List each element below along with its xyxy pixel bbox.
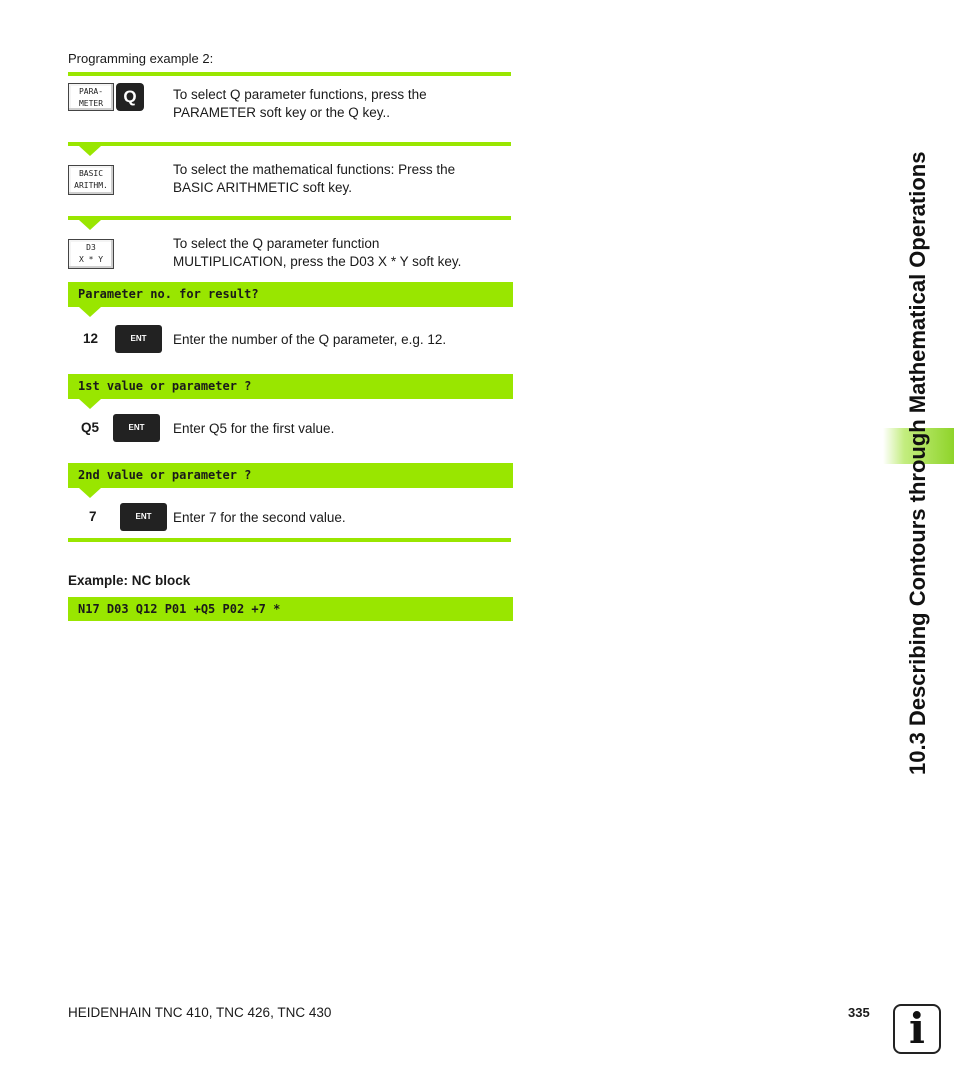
nc-block-code: N17 D03 Q12 P01 +Q5 P02 +7 * (68, 597, 513, 621)
input-value: Q5 (81, 420, 100, 435)
softkey-line: ARITHM. (74, 181, 108, 190)
ent-key[interactable]: ENT (115, 325, 162, 353)
description-line: To select the Q parameter function (173, 236, 380, 251)
divider-line (68, 538, 511, 542)
description-line: MULTIPLICATION, press the D03 X * Y soft key. (173, 254, 462, 269)
softkey-line: X * Y (78, 255, 104, 264)
input-value: 7 (89, 509, 97, 524)
dialog-prompt: 1st value or parameter ? (68, 374, 513, 399)
dialog-description: Enter Q5 for the first value. (173, 421, 335, 436)
footer-product: HEIDENHAIN TNC 410, TNC 426, TNC 430 (68, 1005, 332, 1020)
chapter-title: 10.3 Describing Contours through Mathematical Operations (905, 151, 930, 775)
divider-line (68, 216, 511, 220)
step-arrow-icon (79, 488, 101, 498)
info-glyph: i (909, 1004, 925, 1053)
softkey-line: PARA- (78, 87, 104, 96)
example-label: Example: NC block (68, 573, 191, 588)
description-line: To select Q parameter functions, press the (173, 87, 427, 102)
description-line: PARAMETER soft key or the Q key.. (173, 105, 391, 120)
q-key[interactable]: Q (116, 83, 144, 111)
input-value: 12 (83, 331, 99, 346)
ent-key[interactable]: ENT (120, 503, 167, 531)
ent-key[interactable]: ENT (113, 414, 160, 442)
parameter-softkey[interactable] (68, 83, 114, 111)
page-number: 335 (848, 1005, 870, 1020)
softkey-line: BASIC (78, 169, 104, 178)
dialog-description: Enter 7 for the second value. (173, 510, 346, 525)
step-arrow-icon (79, 220, 101, 230)
dialog-description: Enter the number of the Q parameter, e.g. 12. (173, 332, 447, 347)
dialog-prompt: Parameter no. for result? (68, 282, 513, 307)
step-arrow-icon (79, 399, 101, 409)
step-description (173, 86, 427, 122)
dialog-prompt: 2nd value or parameter ? (68, 463, 513, 488)
softkey-line: METER (78, 99, 104, 108)
intro-text: Programming example 2: (68, 51, 214, 66)
divider-line (68, 142, 511, 146)
basic-arithmetic-softkey[interactable] (68, 165, 114, 195)
step-arrow-icon (79, 307, 101, 317)
description-line: To select the mathematical functions: Press the (173, 162, 456, 177)
step-arrow-icon (79, 146, 101, 156)
multiplication-softkey[interactable] (68, 239, 114, 269)
info-icon (893, 1004, 941, 1054)
step-description (173, 235, 461, 271)
softkey-line: D3 (86, 243, 96, 252)
step-description (173, 161, 455, 197)
divider-line (68, 72, 511, 76)
description-line: BASIC ARITHMETIC soft key. (173, 180, 353, 195)
